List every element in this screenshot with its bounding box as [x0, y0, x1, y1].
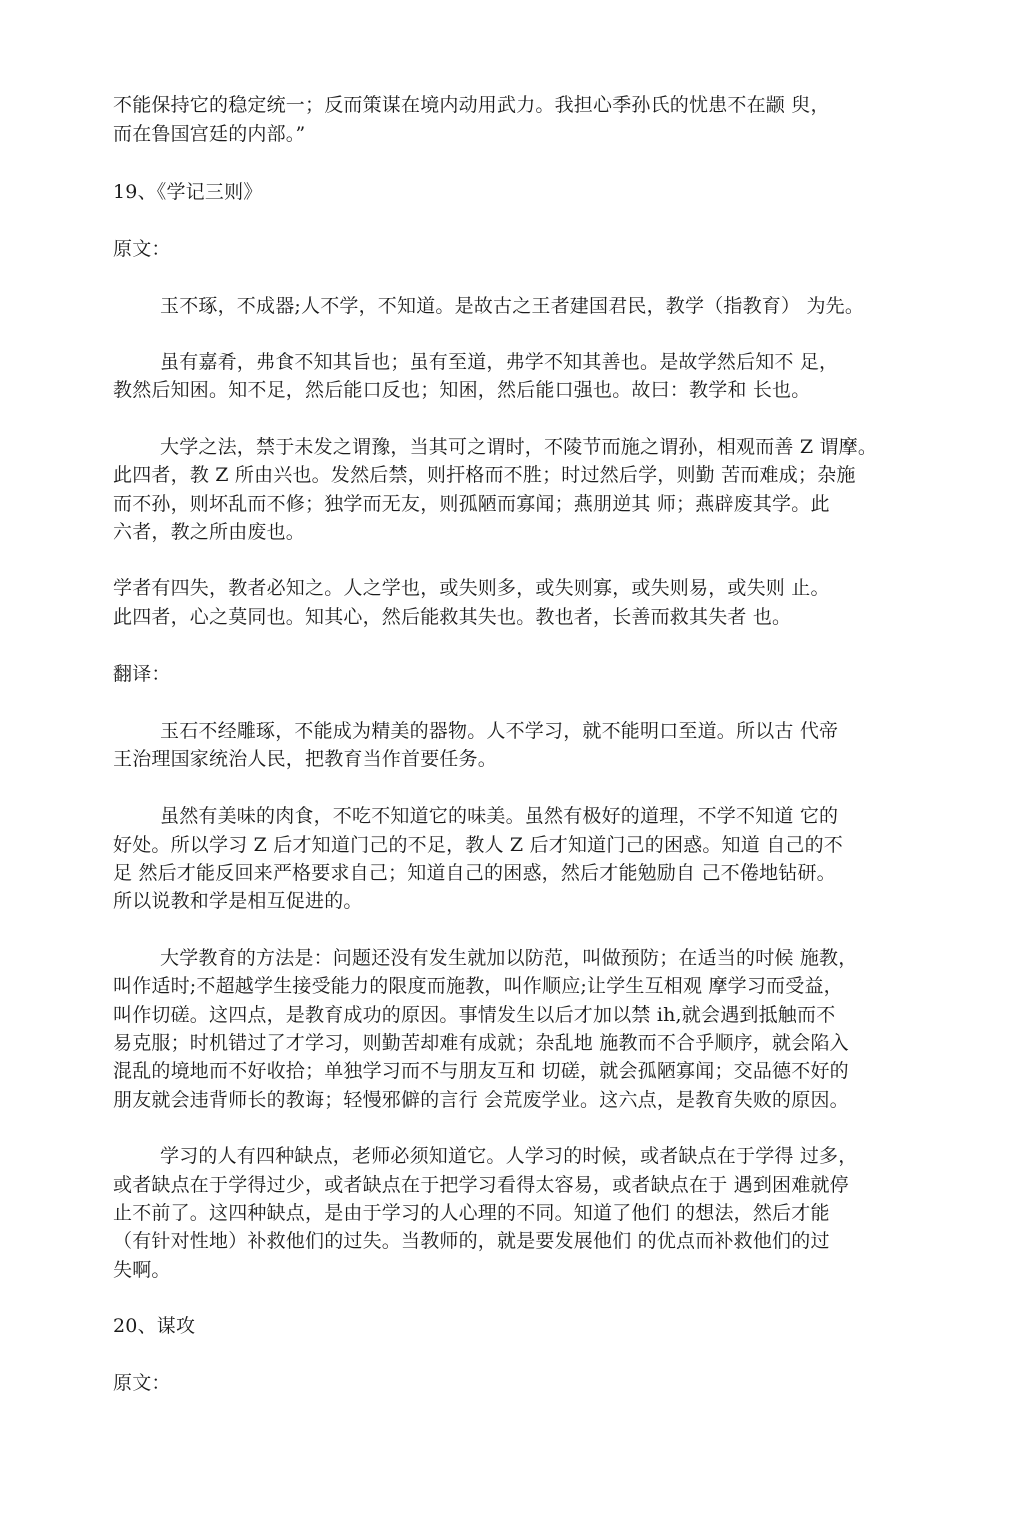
text-line: 大学之法，禁于未发之谓豫，当其可之谓时，不陵节而施之谓孙，相观而善 Z 谓摩。	[160, 436, 878, 458]
text-line: 叫作适时;不超越学生接受能力的限度而施教，叫作顺应;让学生互相观 摩学习而受益，	[113, 975, 843, 997]
text-line: 而在鲁国宫廷的内部。”	[113, 123, 306, 145]
subheading-original: 原文：	[113, 1372, 171, 1394]
text-line: 失啊。	[113, 1259, 171, 1281]
text-line: 虽有嘉肴，弗食不知其旨也；虽有至道，弗学不知其善也。是故学然后知不 足，	[160, 351, 839, 373]
text-line: 学习的人有四种缺点，老师必须知道它。人学习的时候，或者缺点在于学得 过多，	[160, 1145, 858, 1167]
text-line: 玉石不经雕琢，不能成为精美的器物。人不学习，就不能明口至道。所以古 代帝	[160, 720, 839, 742]
subheading-original: 原文：	[113, 238, 171, 260]
text-line: 足 然后才能反回来严格要求自己；知道自己的困惑，然后才能勉励自 己不倦地钻研。	[113, 862, 836, 884]
text-line: 止不前了。这四种缺点，是由于学习的人心理的不同。知道了他们 的想法，然后才能	[113, 1202, 830, 1224]
text-line: 教然后知困。知不足，然后能口反也；知困，然后能口强也。故曰：教学和 长也。	[113, 379, 811, 401]
text-line: 或者缺点在于学得过少，或者缺点在于把学习看得太容易，或者缺点在于 遇到困难就停	[113, 1174, 849, 1196]
text-line: （有针对性地）补救他们的过失。当教师的，就是要发展他们 的优点而补救他们的过	[113, 1230, 830, 1252]
text-line: 而不孙，则坏乱而不修；独学而无友，则孤陋而寡闻；燕朋逆其 师；燕辟废其学。此	[113, 493, 830, 515]
text-line: 好处。所以学习 Z 后才知道门己的不足，教人 Z 后才知道门己的困惑。知道 自己的不	[113, 834, 844, 856]
section-heading: 19、《学记三则》	[113, 181, 263, 203]
text-line: 学者有四失，教者必知之。人之学也，或失则多，或失则寡，或失则易，或失则 止。	[113, 577, 830, 599]
text-line: 易克服；时机错过了才学习，则勤苦却难有成就；杂乱地 施教而不合乎顺序，就会陷入	[113, 1032, 849, 1054]
text-line: 此四者，心之莫同也。知其心，然后能救其失也。教也者，长善而救其失者 也。	[113, 606, 792, 628]
section-heading: 20、谋攻	[113, 1315, 196, 1337]
text-line: 王治理国家统治人民，把教育当作首要任务。	[113, 748, 498, 770]
text-line: 朋友就会违背师长的教诲；轻慢邪僻的言行 会荒废学业。这六点，是教育失败的原因。	[113, 1089, 849, 1111]
text-line: 此四者，教 Z 所由兴也。发然后禁，则扞格而不胜；时过然后学，则勤 苦而难成；杂施	[113, 464, 856, 486]
text-line: 叫作切磋。这四点，是教育成功的原因。事情发生以后才加以禁 ih,就会遇到抵触而不	[113, 1004, 836, 1026]
text-line: 六者，教之所由废也。	[113, 521, 306, 543]
text-line: 虽然有美味的肉食，不吃不知道它的味美。虽然有极好的道理，不学不知道 它的	[160, 805, 839, 827]
text-line: 混乱的境地而不好收拾；单独学习而不与朋友互和 切磋，就会孤陋寡闻；交品德不好的	[113, 1060, 849, 1082]
subheading-translation: 翻译：	[113, 663, 171, 685]
text-line: 所以说教和学是相互促进的。	[113, 890, 363, 912]
text-line: 玉不琢，不成器;人不学，不知道。是故古之王者建国君民，教学（指教育） 为先。	[160, 295, 865, 317]
text-line: 不能保持它的稳定统一；反而策谋在境内动用武力。我担心季孙氏的忧患不在颛 臾，	[113, 94, 830, 116]
text-line: 大学教育的方法是：问题还没有发生就加以防范，叫做预防；在适当的吋候 施教，	[160, 947, 858, 969]
